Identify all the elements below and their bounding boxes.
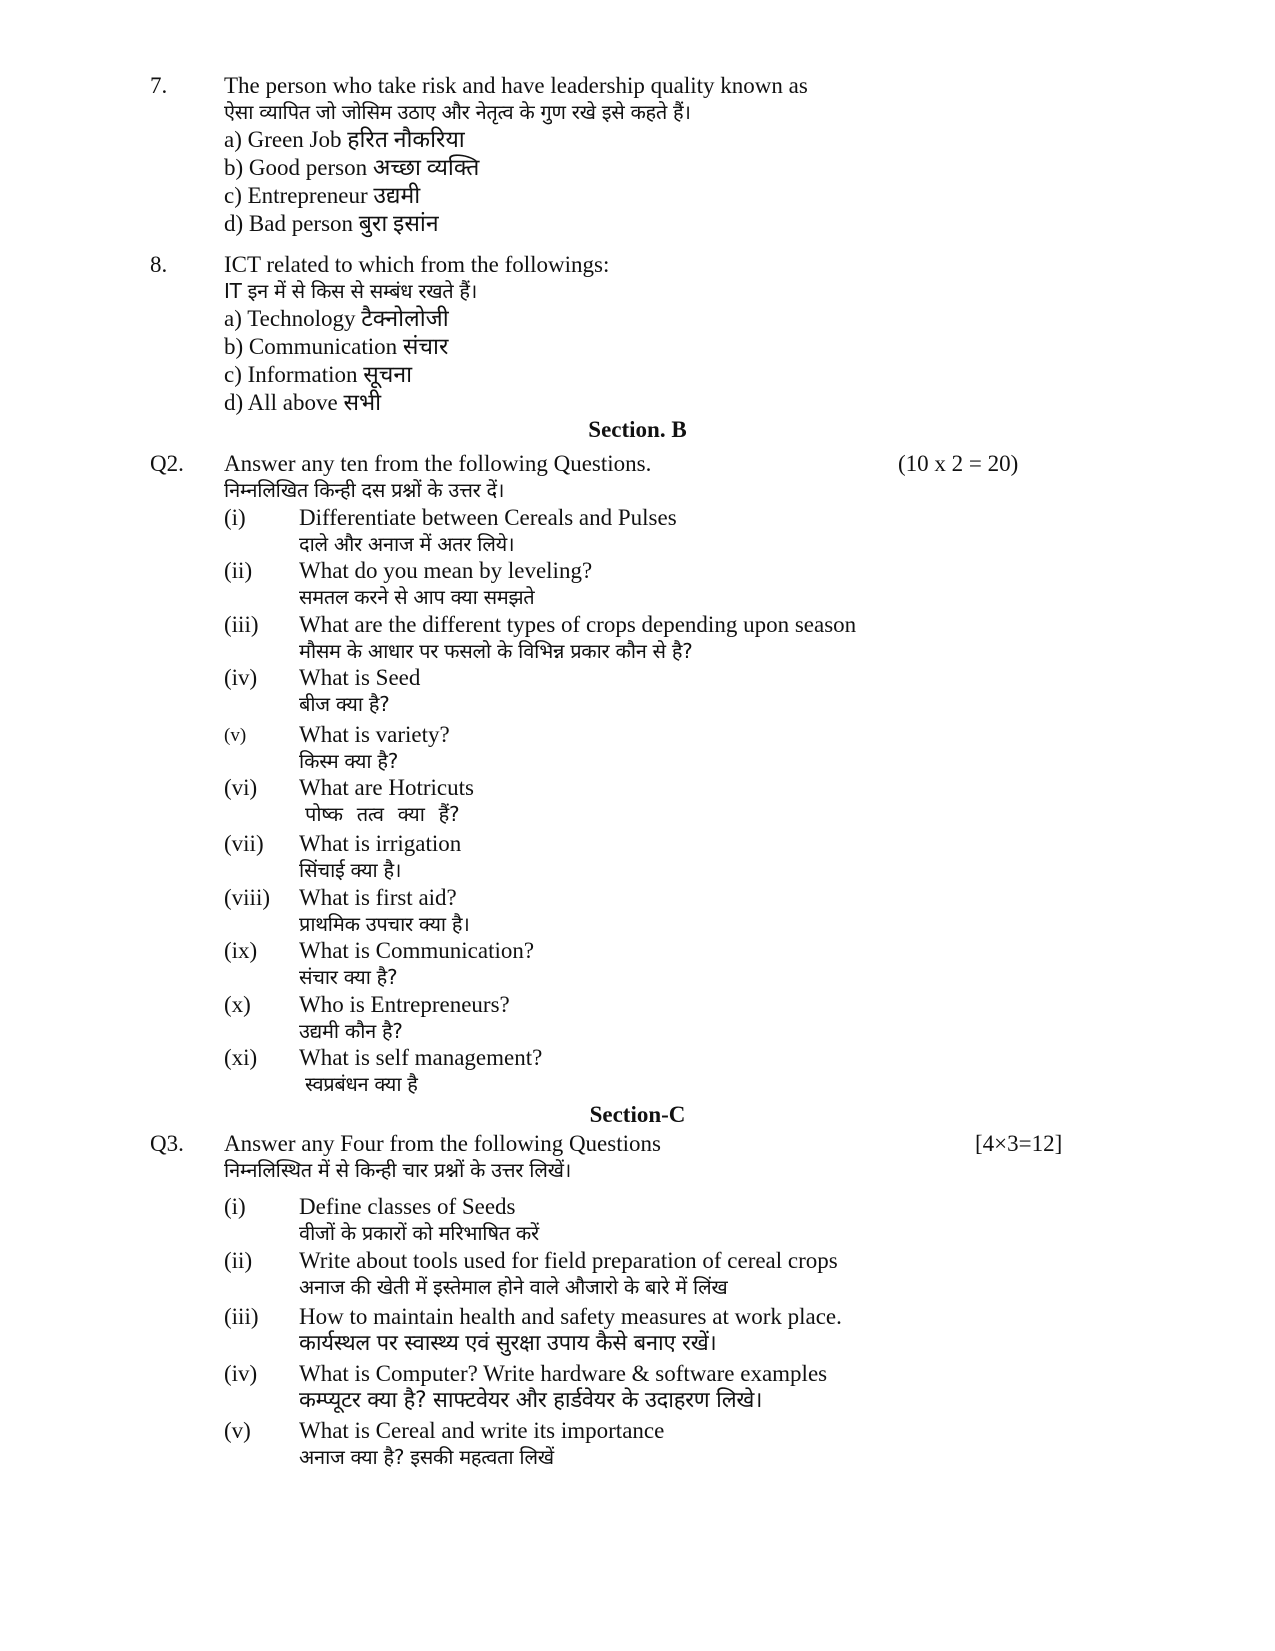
- question-8-option-d: d) All above सभी: [224, 390, 382, 415]
- section-b-item-number: (ii): [224, 558, 253, 583]
- section-b-item-en: Who is Entrepreneurs?: [299, 992, 510, 1017]
- section-c-item-number: (iii): [224, 1304, 259, 1329]
- section-b-item-en: What is irrigation: [299, 831, 462, 856]
- question-8-text-hi: IT इन में से किस से सम्बंध रखते हैं।: [224, 279, 478, 303]
- section-c-item-number: (ii): [224, 1248, 253, 1273]
- section-b-item-number: (vii): [224, 831, 264, 856]
- section-c-item-hi: अनाज की खेती में इस्तेमाल होने वाले औजारो के बारे में लिंख: [299, 1275, 728, 1299]
- section-b-item-en: What are the different types of crops depending upon season: [299, 612, 857, 637]
- question-8-option-a: a) Technology टैक्नोलोजी: [224, 306, 449, 331]
- section-b-item-hi: दाले और अनाज में अतर लिये।: [299, 532, 515, 556]
- question-8-option-b: b) Communication संचार: [224, 334, 449, 359]
- section-c-item-number: (v): [224, 1418, 251, 1443]
- section-b-item-number: (i): [224, 505, 246, 530]
- section-b-item-number: (iii): [224, 612, 259, 637]
- section-b-item-number: (viii): [224, 885, 270, 910]
- section-b-item-number: (iv): [224, 665, 258, 690]
- question-7-option-d: d) Bad person बुरा इसांन: [224, 211, 439, 236]
- section-c-item-en: Define classes of Seeds: [299, 1194, 516, 1219]
- section-c-title: Section-C: [589, 1102, 686, 1127]
- question-7-option-a: a) Green Job हरित नौकरिया: [224, 127, 465, 152]
- section-c-item-en: What is Cereal and write its importance: [299, 1418, 665, 1443]
- question-number-7: 7.: [150, 73, 168, 98]
- section-b-item-en: What are Hotricuts: [299, 775, 474, 800]
- section-c-instruction-en: Answer any Four from the following Questions: [224, 1131, 661, 1156]
- section-b-item-en: What is variety?: [299, 722, 450, 747]
- section-b-item-en: What do you mean by leveling?: [299, 558, 593, 583]
- question-7-text-hi: ऐसा व्यापित जो जोसिम उठाए और नेतृत्व के गुण रखे इसे कहते हैं।: [224, 100, 691, 124]
- section-b-marks: (10 x 2 = 20): [898, 451, 1019, 476]
- section-b-question-number: Q2.: [150, 451, 184, 476]
- section-b-item-number: (v): [224, 725, 247, 746]
- section-b-item-en: What is first aid?: [299, 885, 457, 910]
- question-8-text-en: ICT related to which from the followings:: [224, 252, 610, 277]
- section-b-instruction-en: Answer any ten from the following Questions.: [224, 451, 652, 476]
- question-8-option-c: c) Information सूचना: [224, 362, 413, 387]
- section-b-item-en: What is self management?: [299, 1045, 543, 1070]
- section-c-item-hi: वीजों के प्रकारों को मरिभाषित करें: [299, 1221, 539, 1245]
- section-c-item-hi: अनाज क्या है? इसकी महत्वता लिखें: [299, 1445, 554, 1469]
- section-b-item-hi: सिंचाई क्या है।: [299, 858, 402, 882]
- section-b-item-number: (ix): [224, 938, 258, 963]
- question-7-option-b: b) Good person अच्छा व्यक्ति: [224, 155, 480, 180]
- section-c-marks: [4×3=12]: [975, 1131, 1063, 1156]
- section-b-item-hi: प्राथमिक उपचार क्या है।: [299, 912, 470, 936]
- section-b-item-hi: उद्यमी कौन है?: [299, 1019, 403, 1043]
- section-c-item-number: (i): [224, 1194, 246, 1219]
- section-b-item-en: Differentiate between Cereals and Pulses: [299, 505, 677, 530]
- section-b-instruction-hi: निम्नलिखित किन्ही दस प्रश्नों के उत्तर दें।: [224, 478, 505, 502]
- section-c-item-hi: कार्यस्थल पर स्वास्थ्य एवं सुरक्षा उपाय कैसे बनाए रखें।: [299, 1331, 717, 1356]
- section-c-question-number: Q3.: [150, 1131, 184, 1156]
- section-b-item-hi: किस्म क्या है?: [299, 749, 399, 773]
- section-b-item-hi: संचार क्या है?: [299, 965, 398, 989]
- section-c-item-en: What is Computer? Write hardware & software examples: [299, 1361, 828, 1386]
- section-c-instruction-hi: निम्नलिस्थित में से किन्ही चार प्रश्नों के उत्तर लिखें।: [224, 1158, 572, 1182]
- question-number-8: 8.: [150, 252, 168, 277]
- section-b-item-number: (x): [224, 992, 251, 1017]
- section-b-item-number: (vi): [224, 775, 258, 800]
- section-c-item-number: (iv): [224, 1361, 258, 1386]
- section-b-item-hi: स्वप्रबंधन क्या है: [305, 1072, 418, 1096]
- section-c-item-en: How to maintain health and safety measures at work place.: [299, 1304, 842, 1329]
- section-b-item-hi: समतल करने से आप क्या समझते: [299, 585, 535, 609]
- section-c-item-hi: कम्प्यूटर क्या है? साफ्टवेयर और हार्डवेयर के उदाहरण लिखे।: [299, 1388, 763, 1413]
- section-b-title: Section. B: [588, 417, 687, 442]
- section-b-item-hi: मौसम के आधार पर फसलो के विभिन्न प्रकार कौन से है?: [299, 639, 693, 663]
- section-b-item-hi: पोष्क तत्व क्या हैं?: [305, 802, 460, 826]
- question-7-option-c: c) Entrepreneur उद्यमी: [224, 183, 421, 208]
- section-b-item-en: What is Communication?: [299, 938, 535, 963]
- question-7-text-en: The person who take risk and have leadership quality known as: [224, 73, 808, 98]
- section-b-item-number: (xi): [224, 1045, 258, 1070]
- section-b-item-en: What is Seed: [299, 665, 421, 690]
- section-c-item-en: Write about tools used for field preparation of cereal crops: [299, 1248, 838, 1273]
- section-b-item-hi: बीज क्या है?: [299, 692, 390, 716]
